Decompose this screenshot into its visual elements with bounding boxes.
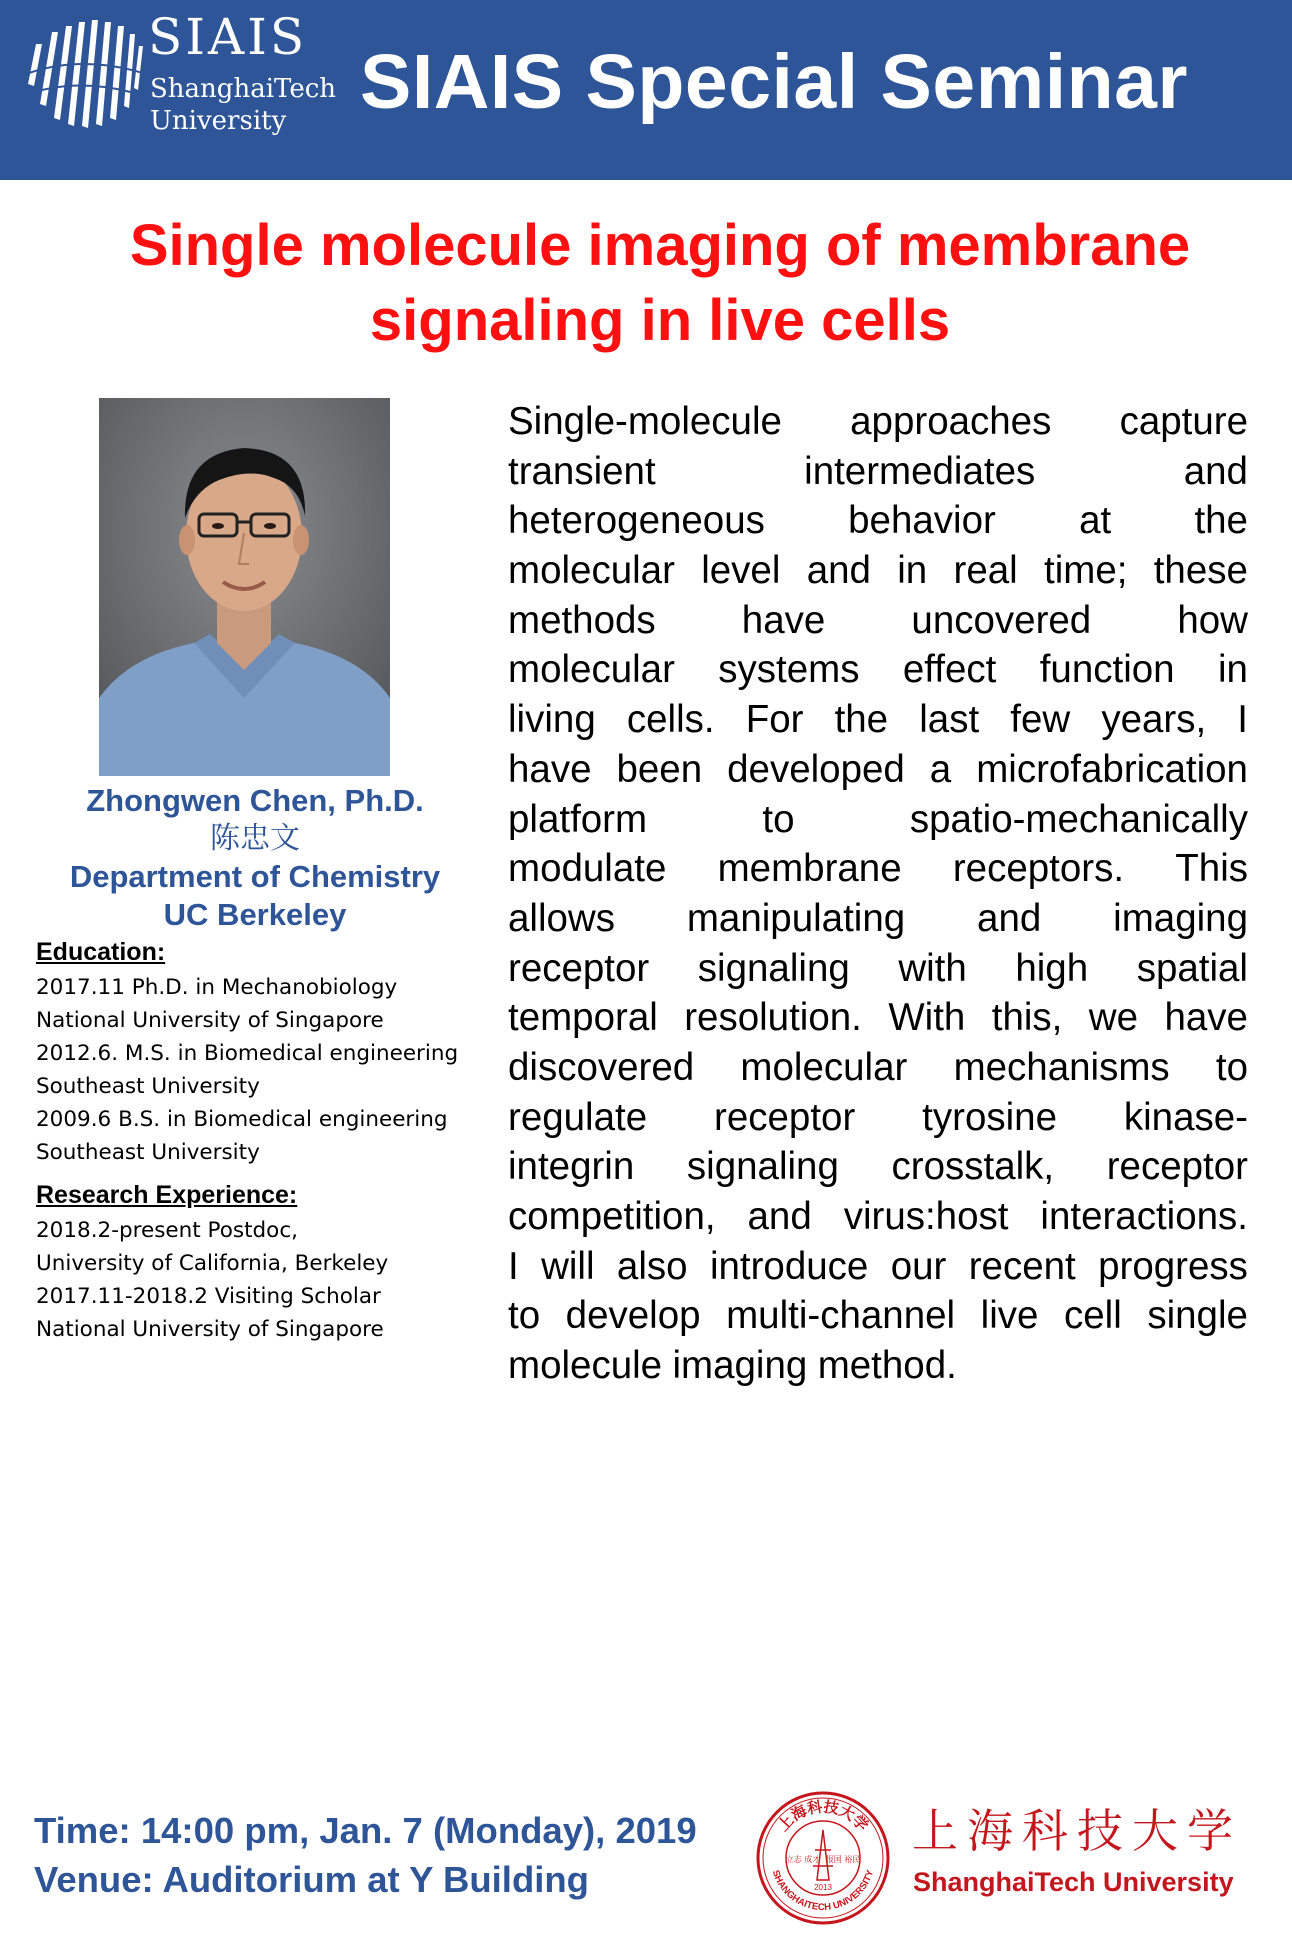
talk-title-line1: Single molecule imaging of membrane (129, 213, 1191, 278)
logo-university-line2: University (150, 106, 287, 136)
logo-siais-text: SIAIS (148, 8, 308, 66)
university-name-chinese: 上海科技大学 (912, 1804, 1242, 1858)
seal-year: 2013 (814, 1883, 832, 1892)
abstract-line: integrin signaling crosstalk, receptor (508, 1145, 1248, 1189)
education-line: 2012.6. M.S. in Biomedical engineering (36, 1041, 459, 1066)
abstract-line: transient intermediates and (508, 449, 1248, 493)
siais-logo-mark-icon (22, 14, 148, 140)
education-line: 2009.6 B.S. in Biomedical engineering (36, 1107, 448, 1132)
speaker-name: Zhongwen Chen, Ph.D. (86, 783, 424, 818)
abstract-line: allows manipulating and imaging (508, 896, 1248, 940)
speaker-photo (99, 398, 390, 776)
research-heading: Research Experience: (36, 1181, 298, 1209)
logo-university-line1: ShanghaiTech (150, 74, 337, 104)
abstract-line: competition, and virus:host interactions. (508, 1195, 1248, 1238)
abstract-line: discovered molecular mechanisms to (508, 1045, 1248, 1089)
event-venue: Venue: Auditorium at Y Building (34, 1859, 589, 1900)
research-line: University of California, Berkeley (36, 1251, 389, 1276)
research-line: National University of Singapore (36, 1317, 384, 1342)
research-line: 2018.2-present Postdoc, (36, 1218, 298, 1243)
abstract-text (508, 397, 1248, 1391)
abstract-line: living cells. For the last few years, I (508, 698, 1248, 742)
abstract-line: to develop multi-channel live cell single (508, 1294, 1248, 1338)
seminar-series-title: SIAIS Special Seminar (360, 39, 1188, 125)
research-line: 2017.11-2018.2 Visiting Scholar (36, 1284, 381, 1309)
abstract-line: methods have uncovered how (508, 598, 1248, 642)
speaker-info (30, 782, 480, 934)
abstract-line: receptor signaling with high spatial (508, 946, 1248, 990)
abstract-line: molecular systems effect function in (508, 648, 1248, 692)
siais-logo (22, 6, 337, 141)
abstract-line: I will also introduce our recent progress (508, 1244, 1248, 1288)
header-banner (0, 0, 1292, 180)
speaker-institution: UC Berkeley (163, 897, 347, 932)
abstract-line: modulate membrane receptors. This (508, 847, 1248, 891)
speaker-department: Department of Chemistry (69, 859, 441, 894)
speaker-name-chinese: 陈忠文 (210, 821, 300, 856)
abstract-line: regulate receptor tyrosine kinase- (508, 1095, 1248, 1139)
event-time: Time: 14:00 pm, Jan. 7 (Monday), 2019 (34, 1810, 697, 1851)
abstract-line: temporal resolution. With this, we have (508, 996, 1248, 1040)
abstract-line: platform to spatio-mechanically (508, 797, 1248, 841)
abstract-line: Single-molecule approaches capture (508, 400, 1248, 443)
education-line: Southeast University (36, 1140, 260, 1165)
research-list (36, 1214, 491, 1346)
talk-title-line2: signaling in live cells (369, 288, 951, 353)
university-name-english: ShanghaiTech University (913, 1867, 1234, 1897)
education-heading: Education: (36, 938, 166, 966)
abstract-line: have been developed a microfabrication (508, 747, 1248, 791)
abstract-line: molecule imaging method. (508, 1344, 957, 1388)
abstract-line: heterogeneous behavior at the (508, 499, 1248, 543)
education-line: National University of Singapore (36, 1008, 384, 1033)
seal-motto-right: 报国 裕民 (825, 1855, 861, 1864)
education-line: 2017.11 Ph.D. in Mechanobiology (36, 975, 398, 1000)
talk-title (40, 208, 1280, 358)
speaker-portrait-image (99, 398, 390, 776)
seal-top-text: 上海科技大学 (774, 1797, 872, 1835)
seal-bottom-text: SHANGHAITECH UNIVERSITY (769, 1868, 877, 1914)
seal-motto-left: 立志 成才 (785, 1855, 821, 1864)
shanghaitech-seal-icon (755, 1790, 891, 1926)
event-details (34, 1806, 697, 1904)
abstract-line: molecular level and in real time; these (508, 549, 1248, 593)
education-list (36, 971, 491, 1169)
education-line: Southeast University (36, 1074, 260, 1099)
